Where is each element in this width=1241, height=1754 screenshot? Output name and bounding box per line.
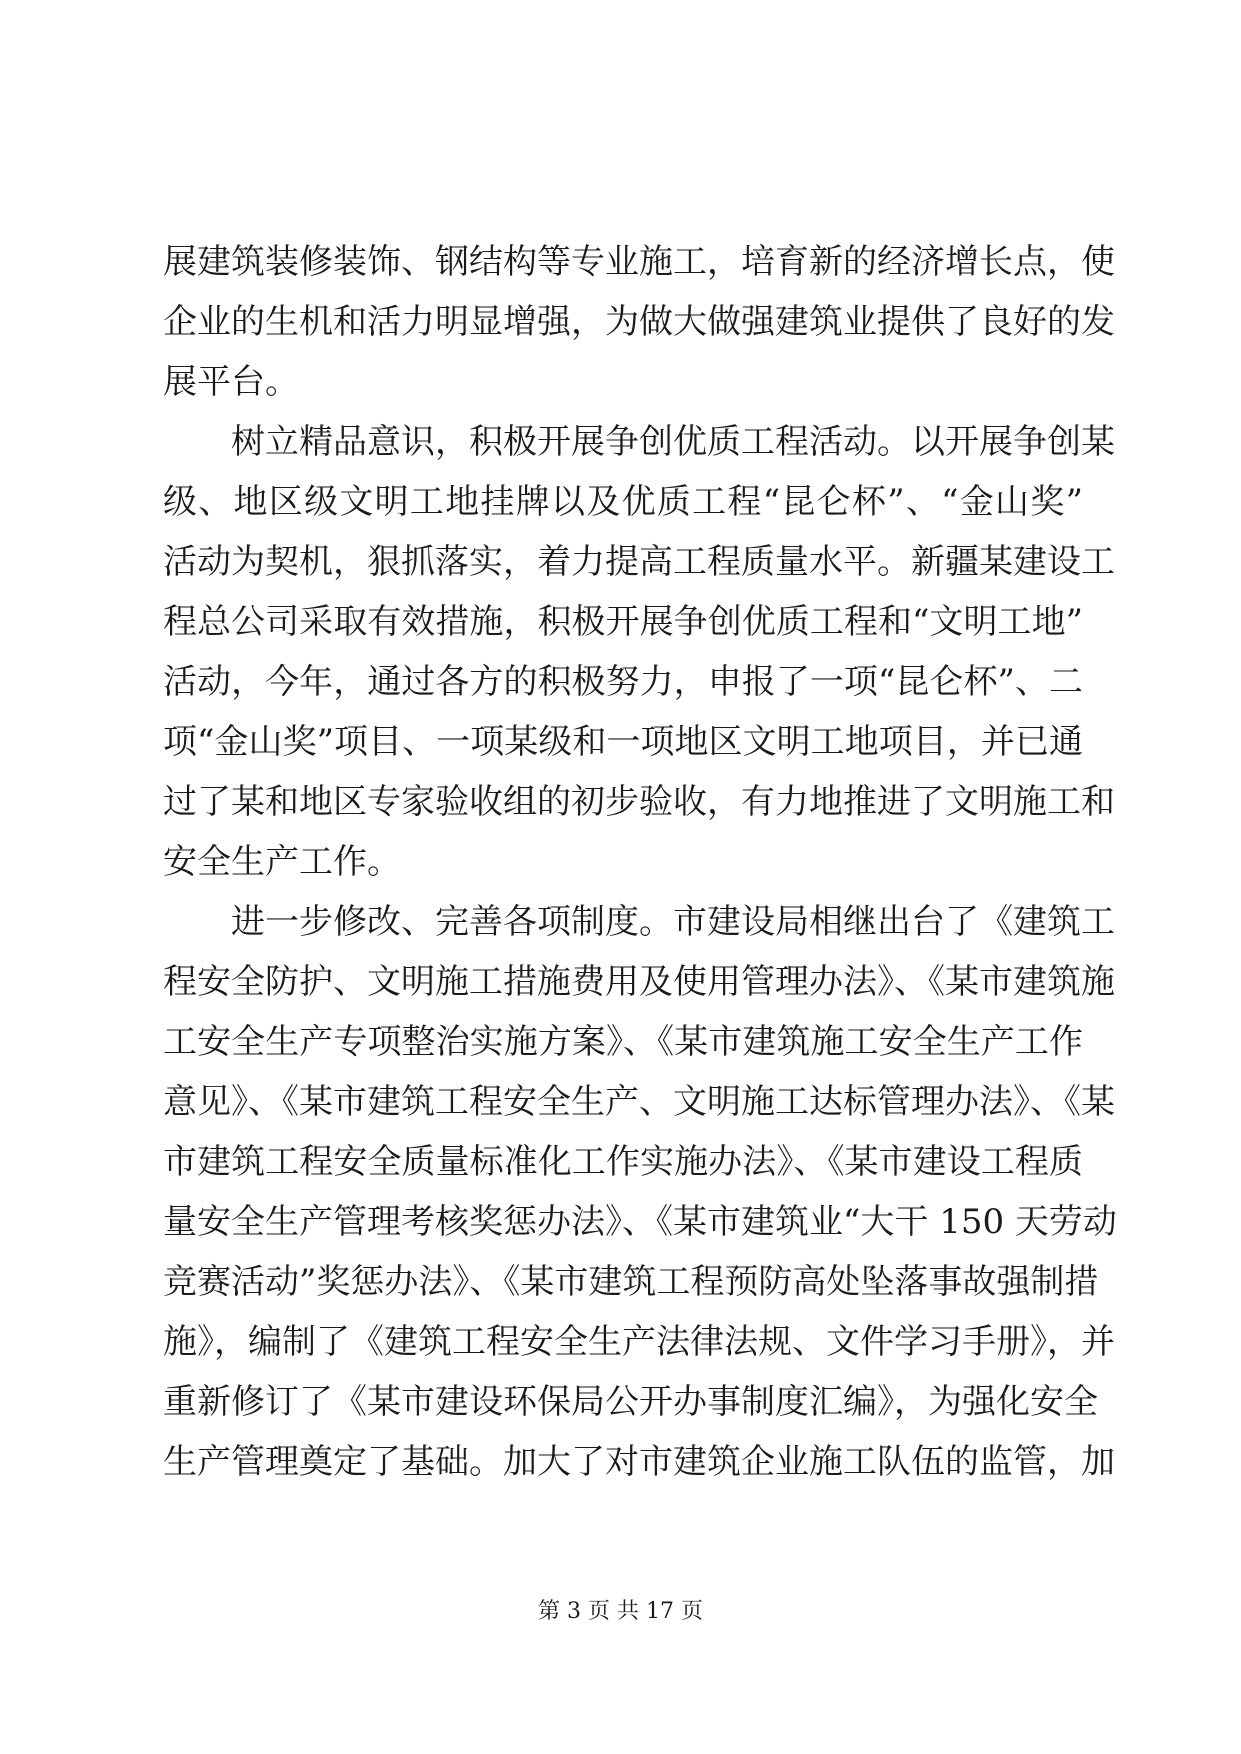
text-line: 施》，编制了《建筑工程安全生产法律法规、文件学习手册》，并 bbox=[163, 1322, 1115, 1362]
text-line: 重新修订了《某市建设环保局公开办事制度汇编》，为强化安全 bbox=[163, 1382, 1098, 1422]
text-line: 意见》、《某市建筑工程安全生产、文明施工达标管理办法》、《某 bbox=[163, 1082, 1115, 1122]
page-number-footer: 第 3 页 共 17 页 bbox=[538, 1599, 703, 1624]
text-line: 市建筑工程安全质量标准化工作实施办法》、《某市建设工程质 bbox=[163, 1142, 1083, 1182]
text-line: 竞赛活动”奖惩办法》、《某市建筑工程预防高处坠落事故强制措 bbox=[163, 1262, 1099, 1302]
text-line: 企业的生机和活力明显增强，为做大做强建筑业提供了良好的发 bbox=[163, 302, 1115, 342]
text-line: 进一步修改、完善各项制度。市建设局相继出台了《建筑工 bbox=[231, 902, 1115, 942]
text-line: 项“金山奖”项目、一项某级和一项地区文明工地项目，并已通 bbox=[163, 722, 1083, 762]
text-line: 工安全生产专项整治实施方案》、《某市建筑施工安全生产工作 bbox=[163, 1022, 1083, 1062]
text-line: 树立精品意识，积极开展争创优质工程活动。以开展争创某 bbox=[231, 422, 1115, 462]
text-line: 程安全防护、文明施工措施费用及使用管理办法》、《某市建筑施 bbox=[163, 962, 1115, 1002]
text-line: 生产管理奠定了基础。加大了对市建筑企业施工队伍的监管，加 bbox=[163, 1442, 1115, 1482]
text-line: 展建筑装修装饰、钢结构等专业施工，培育新的经济增长点，使 bbox=[163, 242, 1115, 282]
text-line: 展平台。 bbox=[163, 362, 299, 402]
text-line: 活动，今年，通过各方的积极努力，申报了一项“昆仑杯”、二 bbox=[163, 662, 1083, 702]
text-line: 过了某和地区专家验收组的初步验收，有力地推进了文明施工和 bbox=[163, 782, 1115, 822]
text-line: 程总公司采取有效措施，积极开展争创优质工程和“文明工地” bbox=[163, 602, 1083, 642]
text-line: 级、地区级文明工地挂牌以及优质工程“昆仑杯”、“金山奖” bbox=[163, 482, 1083, 522]
text-line: 安全生产工作。 bbox=[163, 842, 401, 882]
body-text bbox=[163, 232, 1117, 1492]
text-line: 量安全生产管理考核奖惩办法》、《某市建筑业“大干 150 天劳动 bbox=[163, 1202, 1117, 1242]
text-line: 活动为契机，狠抓落实，着力提高工程质量水平。新疆某建设工 bbox=[163, 542, 1115, 582]
